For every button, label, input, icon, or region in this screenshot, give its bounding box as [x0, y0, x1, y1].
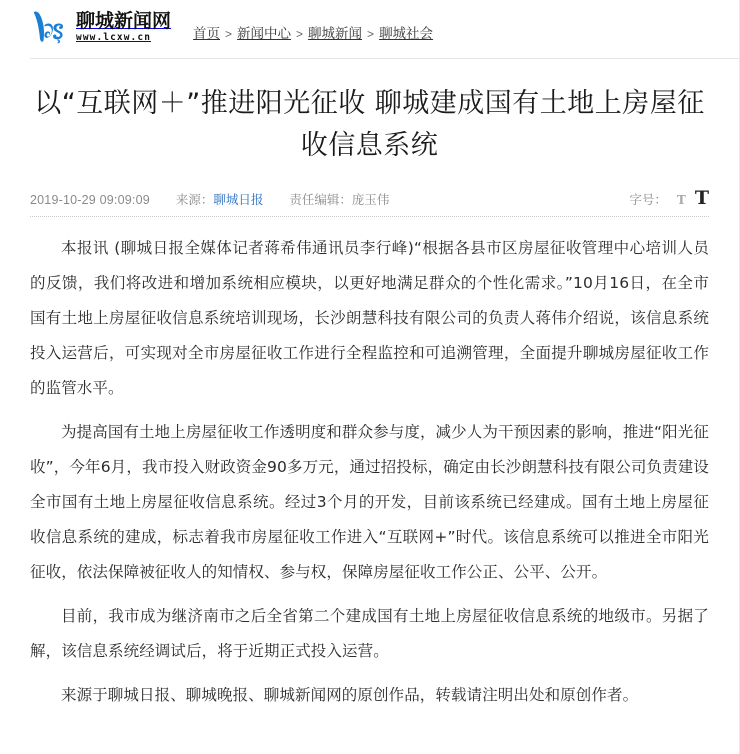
- meta-divider: [30, 216, 709, 217]
- breadcrumb-item-liaocheng-society[interactable]: 聊城社会: [379, 26, 434, 41]
- logo-site-url: www.lcxw.cn: [76, 31, 152, 43]
- editor-name: 庞玉伟: [351, 193, 390, 207]
- article-meta-bar: [30, 189, 709, 209]
- page-title: 以“互联网＋”推进阳光征收 聊城建成国有土地上房屋征收信息系统: [34, 88, 705, 161]
- site-header: [0, 0, 739, 46]
- article-paragraph: 为提高国有土地上房屋征收工作透明度和群众参与度，减少人为干预因素的影响，推进“阳光征收”，今年6月，我市投入财政资金90多万元，通过招投标，确定由长沙朗慧科技有限公司负责建设全市国有土地上房屋征收信息系统。经过3个月的开发，目前该系统已经建成。国有土地上房屋征收信息系统的建成，标志着我市房屋征收工作进入“互联网+”时代。该信息系统可以推进全市阳光征收，依法保障被征收人的知情权、参与权，保障房屋征收工作公正、公平、公开。: [30, 423, 709, 581]
- breadcrumb: [193, 26, 433, 42]
- article-body: [30, 231, 709, 713]
- article-paragraph: 本报讯 (聊城日报全媒体记者蒋希伟通讯员李行峰)“根据各县市区房屋征收管理中心培训人员的反馈，我们将改进和增加系统相应模块，以更好地满足群众的个性化需求。”10月16日，在全市国有土地上房屋征收信息系统培训现场，长沙朗慧科技有限公司的负责人蒋伟介绍说，该信息系统投入运营后，可实现对全市房屋征收工作进行全程监控和可追溯管理，全面提升聊城房屋征收工作的监管水平。: [30, 239, 709, 397]
- font-size-control: [629, 189, 709, 209]
- logo-wordmark: [76, 11, 171, 44]
- font-size-large-button[interactable]: T: [694, 187, 709, 209]
- breadcrumb-separator: >: [225, 27, 233, 41]
- publish-datetime: 2019-10-29 09:09:09: [30, 193, 150, 207]
- breadcrumb-item-home[interactable]: 首页: [193, 26, 221, 41]
- source-label: 来源：: [175, 193, 214, 207]
- font-size-label: 字号：: [629, 193, 667, 207]
- header-divider: [30, 58, 740, 59]
- breadcrumb-item-liaocheng-news[interactable]: 聊城新闻: [308, 26, 363, 41]
- source-link[interactable]: 聊城日报: [213, 193, 264, 207]
- article-source-note: 来源于聊城日报、聊城晚报、聊城新闻网的原创作品，转载请注明出处和原创作者。: [61, 686, 639, 704]
- article-paragraph: 目前，我市成为继济南市之后全省第二个建成国有土地上房屋征收信息系统的地级市。另据了解，该信息系统经调试后，将于近期正式投入运营。: [30, 607, 709, 660]
- editor-group: [289, 191, 389, 209]
- breadcrumb-separator: >: [367, 27, 375, 41]
- breadcrumb-separator: >: [296, 27, 304, 41]
- breadcrumb-item-news-center[interactable]: 新闻中心: [237, 26, 292, 41]
- lcs-monogram-icon: [30, 10, 74, 44]
- source-group: [176, 191, 264, 209]
- logo-site-name: 聊城新闻网: [76, 9, 172, 32]
- font-size-small-button[interactable]: T: [676, 193, 686, 207]
- editor-label: 责任编辑：: [289, 193, 352, 207]
- site-logo[interactable]: [30, 10, 171, 44]
